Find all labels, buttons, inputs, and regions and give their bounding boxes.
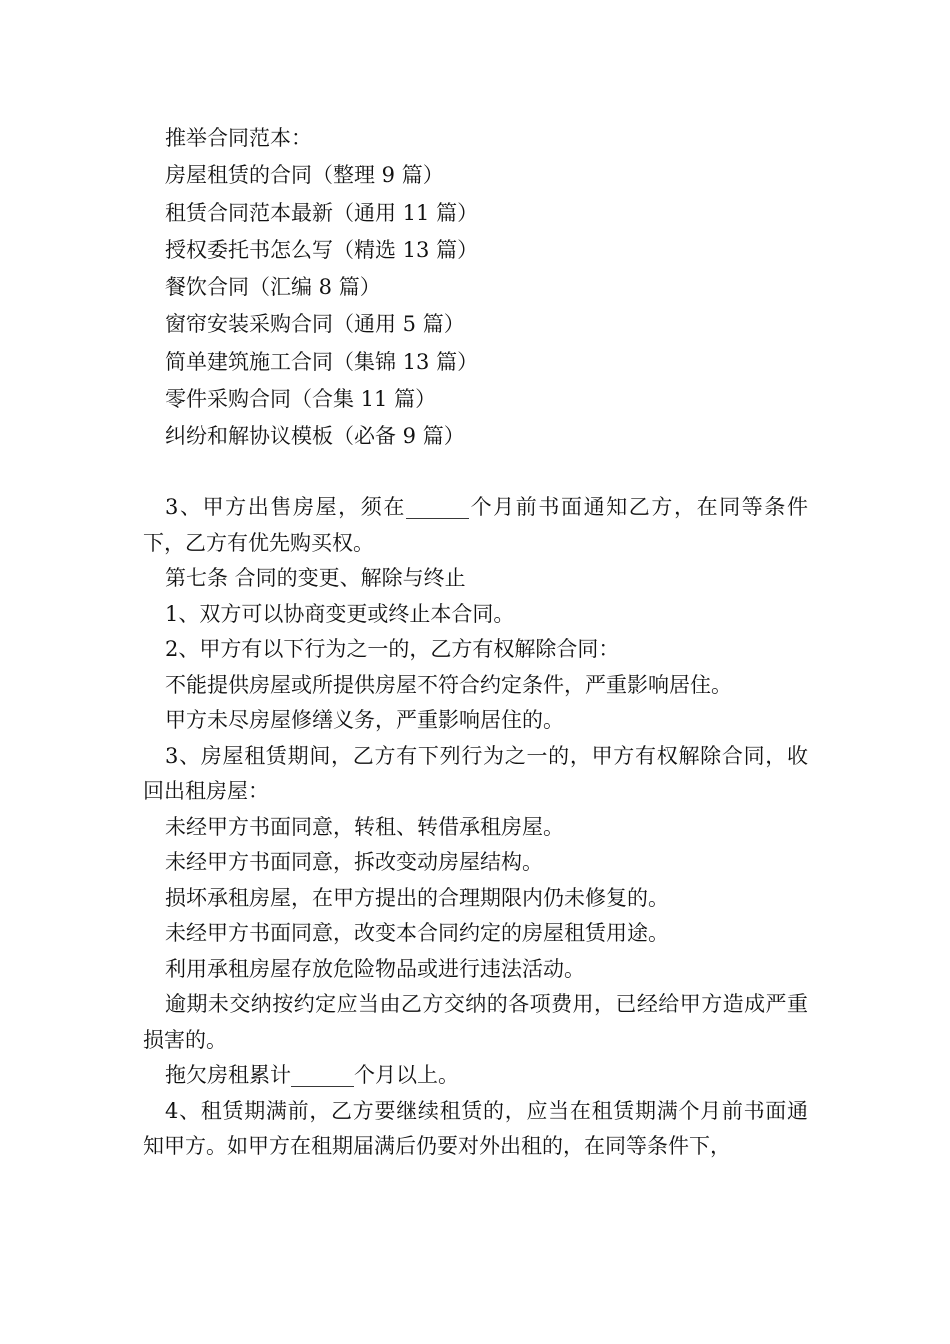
recommended-link[interactable]: 纠纷和解协议模板（必备 9 篇） [165, 424, 465, 449]
paragraph: 4、租赁期满前，乙方要继续租赁的，应当在租赁期满个月前书面通知甲方。如甲方在租期届满后仍要对外出租的，在同等条件下， [143, 1098, 808, 1158]
recommended-link[interactable]: 租赁合同范本最新（通用 11 篇） [165, 200, 479, 225]
paragraph: 甲方未尽房屋修缮义务，严重影响居住的。 [165, 708, 564, 732]
recommended-link[interactable]: 房屋租赁的合同（整理 9 篇） [165, 163, 444, 188]
paragraph: 逾期未交纳按约定应当由乙方交纳的各项费用，已经给甲方造成严重损害的。 [143, 992, 808, 1052]
recommended-link[interactable]: 窗帘安装采购合同（通用 5 篇） [165, 312, 465, 337]
paragraph: 3、甲方出售房屋，须在______个月前书面通知乙方，在同等条件下，乙方有优先购买权。 [143, 495, 808, 555]
paragraph: 未经甲方书面同意，拆改变动房屋结构。 [165, 850, 543, 874]
recommended-contracts-list [165, 120, 815, 456]
paragraph: 拖欠房租累计______个月以上。 [165, 1063, 459, 1087]
section-heading: 第七条 合同的变更、解除与终止 [165, 566, 466, 590]
paragraph: 损坏承租房屋，在甲方提出的合理期限内仍未修复的。 [165, 885, 669, 910]
paragraph: 1、双方可以协商变更或终止本合同。 [165, 601, 515, 626]
contract-body [143, 490, 808, 1165]
paragraph: 未经甲方书面同意，改变本合同约定的房屋租赁用途。 [165, 921, 669, 945]
paragraph: 3、房屋租赁期间，乙方有下列行为之一的，甲方有权解除合同，收回出租房屋： [143, 743, 808, 803]
paragraph: 未经甲方书面同意，转租、转借承租房屋。 [165, 814, 564, 839]
recommended-link[interactable]: 授权委托书怎么写（精选 13 篇） [165, 237, 479, 262]
paragraph: 不能提供房屋或所提供房屋不符合约定条件，严重影响居住。 [165, 672, 732, 697]
recommended-link[interactable]: 简单建筑施工合同（集锦 13 篇） [165, 349, 479, 374]
recommended-title: 推举合同范本： [165, 126, 312, 150]
recommended-link[interactable]: 零件采购合同（合集 11 篇） [165, 387, 437, 412]
paragraph: 利用承租房屋存放危险物品或进行违法活动。 [165, 956, 585, 981]
paragraph: 2、甲方有以下行为之一的，乙方有权解除合同： [165, 637, 620, 661]
recommended-link[interactable]: 餐饮合同（汇编 8 篇） [165, 275, 381, 300]
